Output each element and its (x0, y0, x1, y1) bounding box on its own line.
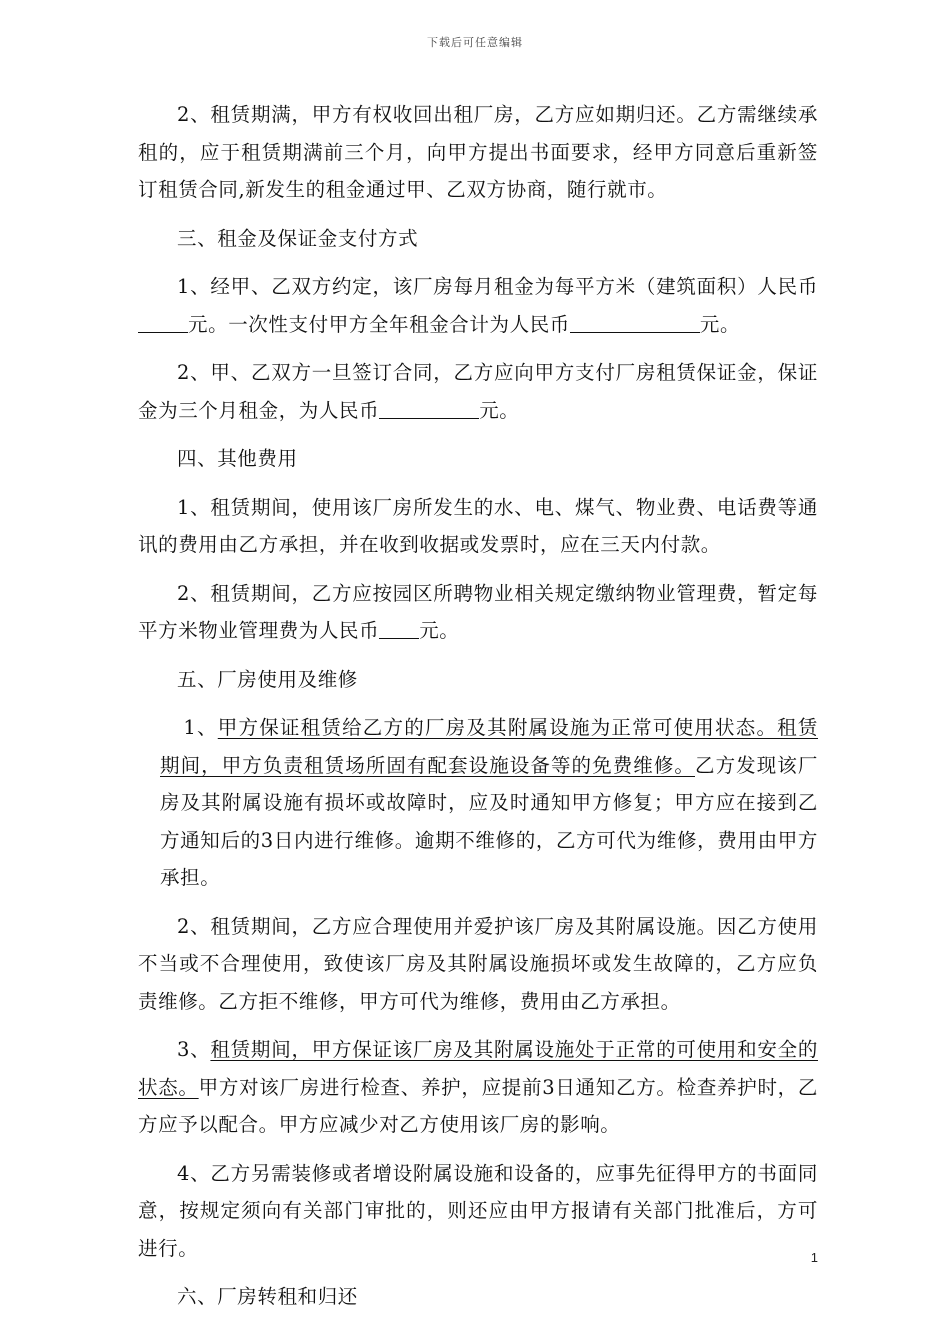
paragraph-deposit (138, 354, 818, 429)
rent-text-b: 元。一次性支付甲方全年租金合计为人民币 (188, 312, 570, 336)
section-heading-rent-deposit: 三、租金及保证金支付方式 (177, 226, 419, 250)
property-fee-text-b: 元。 (419, 619, 460, 642)
paragraph-rent-amount (138, 268, 818, 343)
section-heading-sublease-return: 六、厂房转租和归还 (177, 1285, 358, 1308)
clause-number: 3、 (177, 1038, 211, 1061)
section-heading-other-fees: 四、其他费用 (177, 447, 298, 470)
paragraph-property-fee (138, 575, 818, 650)
deposit-amount-blank (379, 396, 479, 419)
rent-text-c: 元。 (699, 312, 741, 336)
paragraph-lease-renewal: 2、租赁期满，甲方有权收回出租厂房，乙方应如期归还。乙方需继续承租的，应于租赁期满前三个月，向甲方提出书面要求，经甲方同意后重新签订租赁合同,新发生的租金通过甲、乙双方协商，随行就市。 (138, 103, 818, 201)
rent-text-a: 1、经甲、乙双方约定，该厂房每月租金为每平方米（建筑面积）人民币 (177, 275, 818, 298)
property-fee-text-a: 2、租赁期间，乙方应按园区所聘物业相关规定缴纳物业管理费，暂定每平方米物业管理费为人民币 (138, 581, 818, 642)
paragraph-tenant-care: 2、租赁期间，乙方应合理使用并爱护该厂房及其附属设施。因乙方使用不当或不合理使用，致使该厂房及其附属设施损坏或发生故障的，乙方应负责维修。乙方拒不维修，甲方可代为维修，费用由乙方承担。 (138, 914, 818, 1013)
property-fee-blank (379, 616, 419, 639)
underlined-clause: 甲方保证租赁给乙方的厂房及其附属设施为正常可使用状态。租赁期间，甲方负责租赁场所固有配套设施设备等的免费维修。 (160, 716, 819, 777)
paragraph-utilities: 1、租赁期间，使用该厂房所发生的水、电、煤气、物业费、电话费等通讯的费用由乙方承担，并在收到收据或发票时，应在三天内付款。 (138, 495, 818, 556)
header-note: 下载后可任意编辑 (427, 36, 523, 49)
document-body (138, 96, 818, 1327)
paragraph-renovation: 4、乙方另需装修或者增设附属设施和设备的，应事先征得甲方的书面同意，按规定须向有关部门审批的，则还应由甲方报请有关部门批准后，方可进行。 (138, 1161, 818, 1260)
underlined-clause: 租赁期间，甲方保证该厂房及其附属设施处于正常的可使用和安全的状态。 (138, 1038, 818, 1099)
paragraph-landlord-maintenance (138, 709, 818, 897)
paragraph-landlord-inspection (138, 1031, 818, 1144)
clause-rest: 甲方对该厂房进行检查、养护，应提前3日通知乙方。检查养护时，乙方应予以配合。甲方应减少对乙方使用该厂房的影响。 (138, 1075, 818, 1136)
page-number: 1 (810, 1250, 818, 1265)
rent-per-sqm-blank (138, 310, 188, 333)
deposit-text-b: 元。 (479, 398, 520, 422)
section-heading-use-maintenance: 五、厂房使用及维修 (177, 667, 358, 691)
deposit-text-a: 2、甲、乙双方一旦签订合同，乙方应向甲方支付厂房租赁保证金，保证金为三个月租金，为人民币 (138, 361, 818, 422)
annual-rent-blank (570, 310, 700, 333)
clause-rest: 乙方发现该厂房及其附属设施有损坏或故障时，应及时通知甲方修复；甲方应在接到乙方通知后的3日内进行维修。逾期不维修的，乙方可代为维修，费用由甲方承担。 (160, 753, 818, 889)
clause-number: 1、 (183, 716, 218, 739)
